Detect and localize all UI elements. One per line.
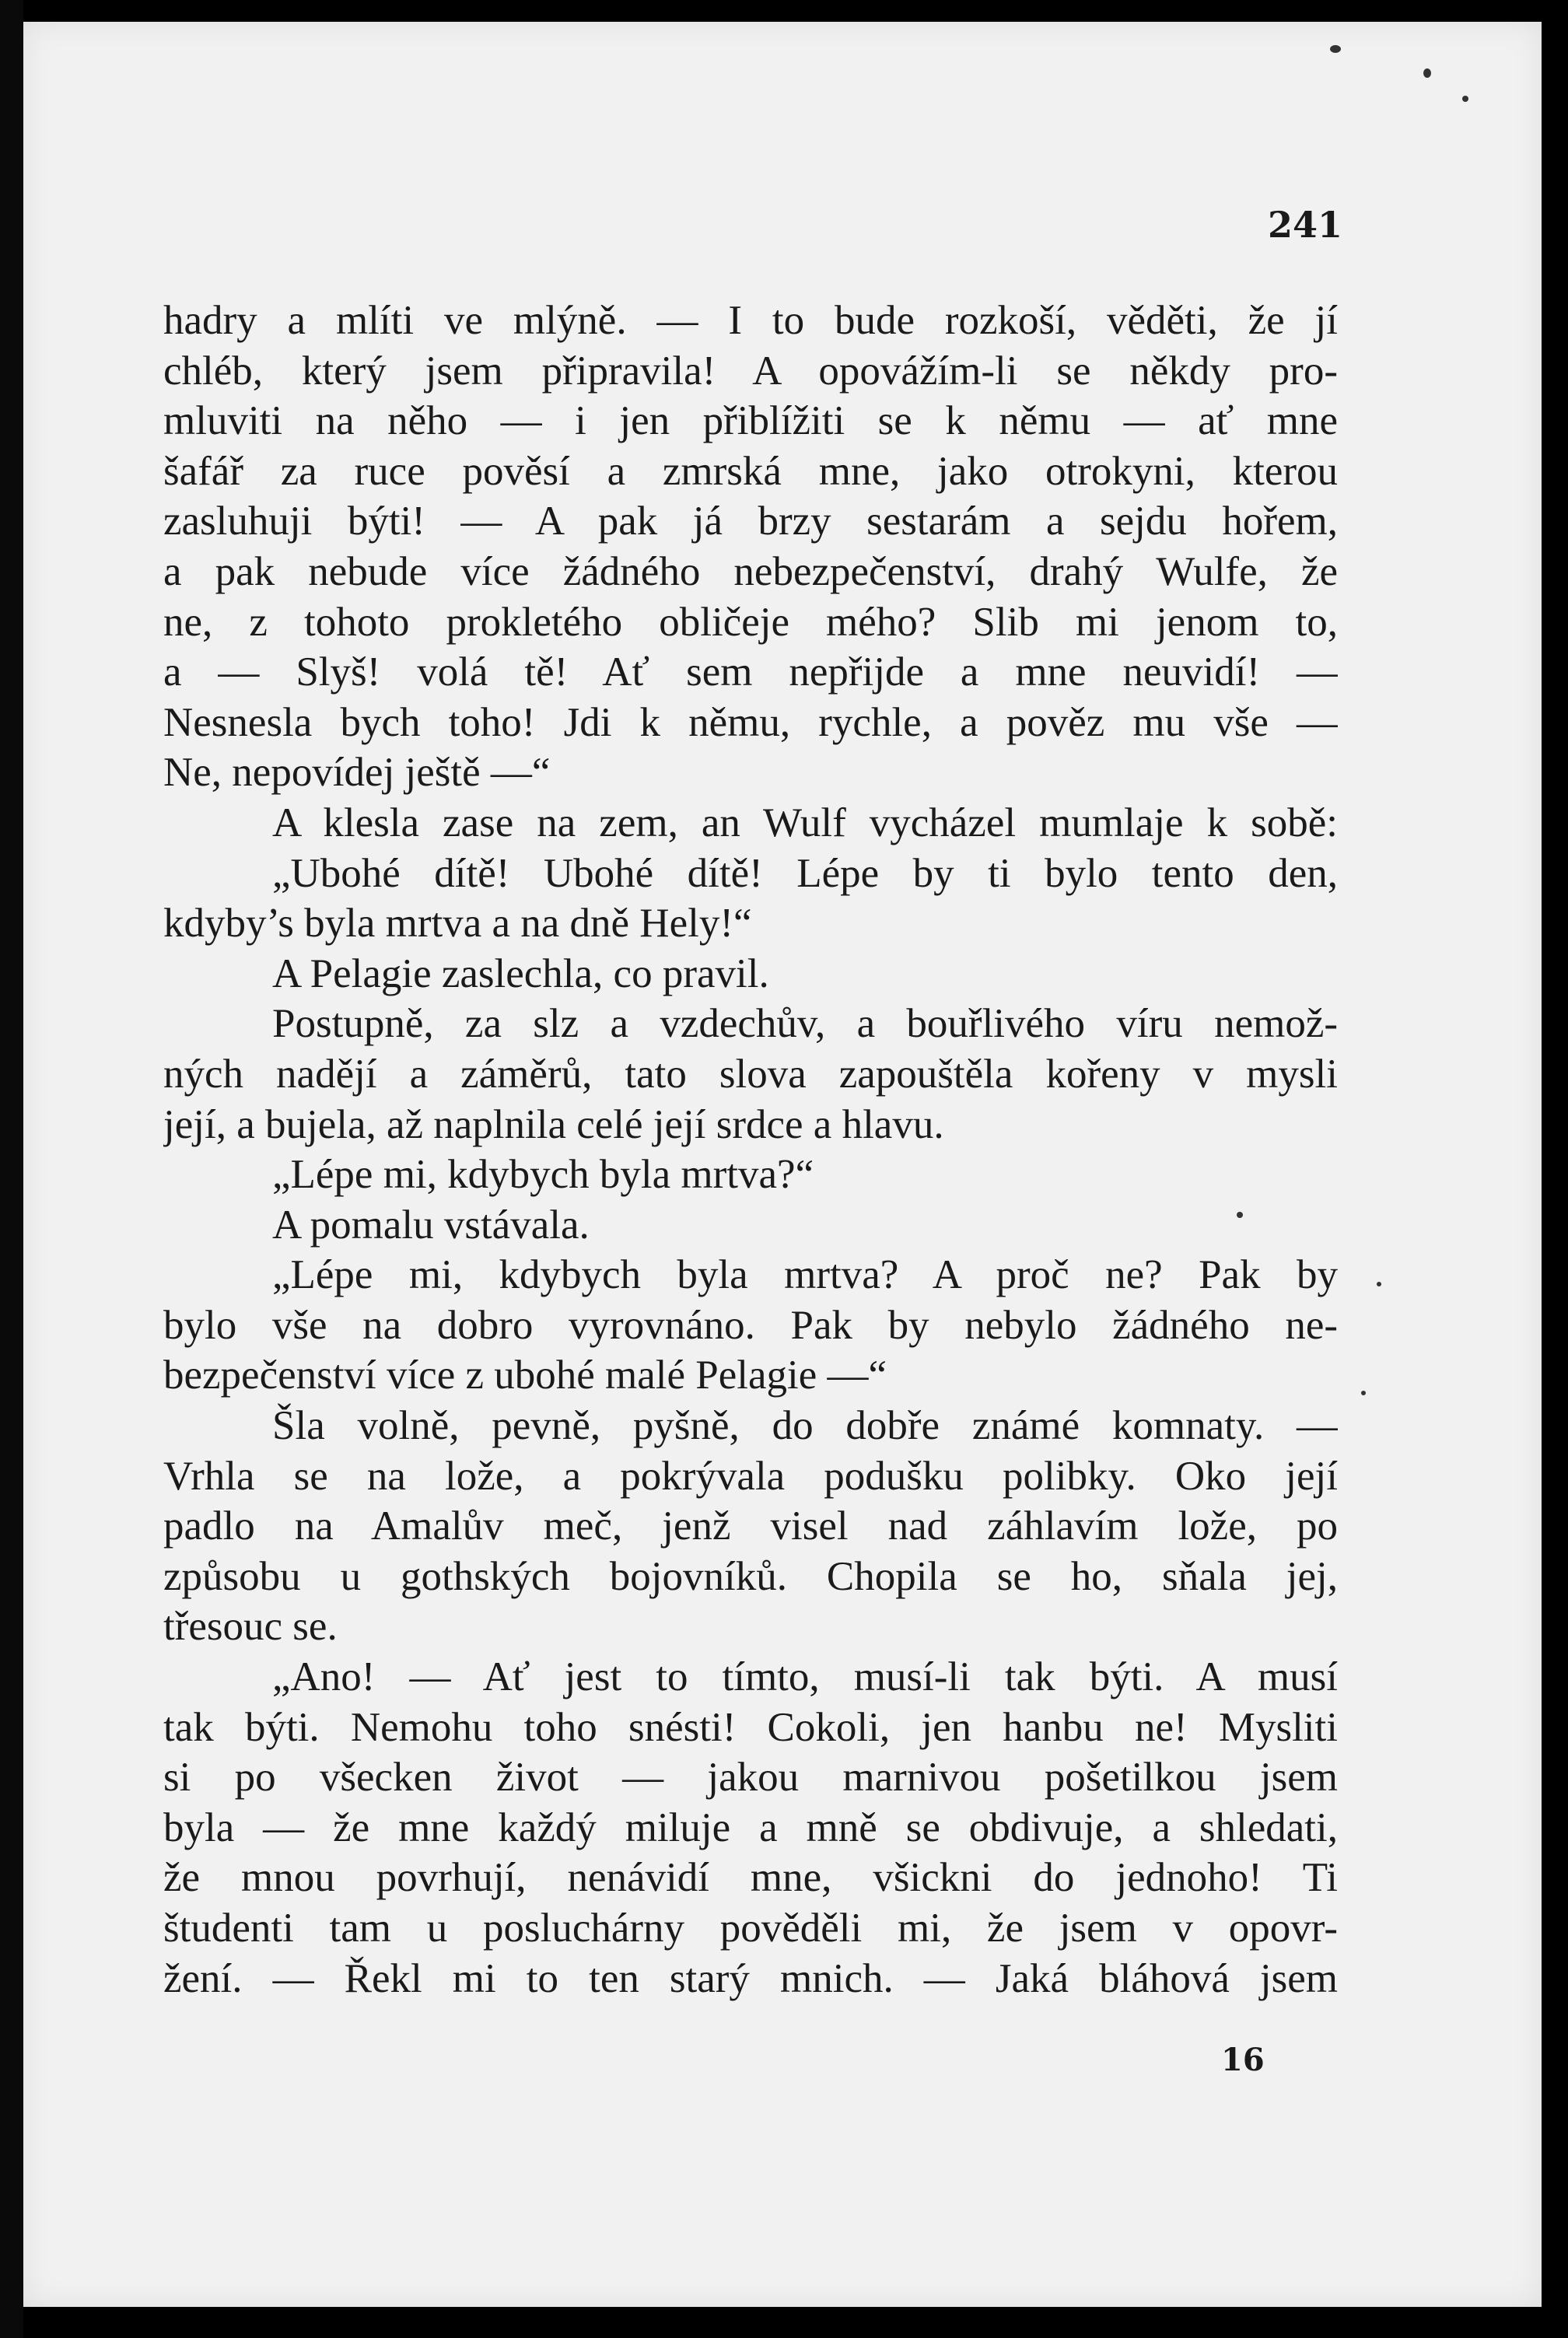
text-line: způsobu u gothských bojovníků. Chopila se ho, sňala jej,	[163, 1553, 1338, 1599]
text-line: byla — že mne každý miluje a mně se obdivuje, a shledati,	[163, 1804, 1338, 1850]
text-line: zasluhuji býti! — A pak já brzy sestarám a sejdu hořem,	[163, 499, 1338, 544]
text-line: kdyby’s byla mrtva a na dně Hely!“	[163, 901, 752, 947]
text-line: chléb, který jsem připravila! A opovážím-li se někdy pro-	[163, 348, 1338, 394]
ink-speck	[1462, 96, 1468, 102]
text-line: žení. — Řekl mi to ten starý mnich. — Jaká bláhová jsem	[163, 1955, 1338, 2001]
text-line: ných nadějí a záměrů, tato slova zapouštěla kořeny v mysli	[163, 1051, 1338, 1097]
text-line: A Pelagie zaslechla, co pravil.	[272, 950, 769, 996]
page-number: 241	[1267, 204, 1342, 246]
text-line: Vrhla se na lože, a pokrývala podušku polibky. Oko její	[163, 1453, 1338, 1499]
text-line: Šla volně, pevně, pyšně, do dobře známé komnaty. —	[272, 1403, 1338, 1449]
text-line: šafář za ruce pověsí a zmrská mne, jako otrokyni, kterou	[163, 448, 1338, 494]
text-line: „Ano! — Ať jest to tímto, musí-li tak býti. A musí	[272, 1654, 1338, 1700]
text-line: její, a bujela, až naplnila celé její srdce a hlavu.	[163, 1101, 944, 1147]
text-line: Nesnesla bych toho! Jdi k němu, rychle, a pověz mu vše —	[163, 699, 1338, 745]
text-line: Postupně, za slz a vzdechův, a bouřlivého víru nemož-	[272, 1001, 1338, 1047]
text-line: třesouc se.	[163, 1604, 338, 1650]
text-line: tak býti. Nemohu toho snésti! Cokoli, jen hanbu ne! Mysliti	[163, 1704, 1338, 1750]
text-line: bylo vše na dobro vyrovnáno. Pak by nebylo žádného ne-	[163, 1302, 1338, 1348]
text-line: bezpečenství více z ubohé malé Pelagie —“	[163, 1353, 887, 1398]
ink-speck	[1361, 1391, 1366, 1395]
text-line: „Lépe mi, kdybych byla mrtva?“	[272, 1152, 814, 1198]
text-line: ne, z tohoto prokletého obličeje mého? Slib mi jenom to,	[163, 599, 1338, 645]
ink-speck	[1330, 45, 1341, 53]
text-line: že mnou povrhují, nenávidí mne, všickni do jednoho! Ti	[163, 1855, 1338, 1901]
text-line: „Ubohé dítě! Ubohé dítě! Lépe by ti bylo tento den,	[272, 850, 1338, 896]
text-line: a pak nebude více žádného nebezpečenství, drahý Wulfe, že	[163, 548, 1338, 594]
body-text	[163, 296, 1338, 2004]
binding-edge	[0, 0, 23, 2338]
signature-mark: 16	[1221, 2042, 1265, 2078]
text-line: A klesla zase na zem, an Wulf vycházel mumlaje k sobě:	[272, 800, 1338, 845]
text-line: hadry a mlíti ve mlýně. — I to bude rozkoší, věděti, že jí	[163, 298, 1338, 343]
ink-speck	[1377, 1282, 1381, 1286]
ink-speck	[1423, 68, 1431, 78]
text-line: „Lépe mi, kdybych byla mrtva? A proč ne? Pak by	[272, 1252, 1338, 1298]
text-line: študenti tam u posluchárny pověděli mi, že jsem v opovr-	[163, 1906, 1338, 1951]
text-line: Ne, nepovídej ještě —“	[163, 750, 551, 796]
text-line: a — Slyš! volá tě! Ať sem nepřijde a mne neuvidí! —	[163, 649, 1338, 695]
text-line: si po všecken život — jakou marnivou pošetilkou jsem	[163, 1755, 1338, 1801]
text-line: A pomalu vstávala.	[272, 1202, 590, 1248]
text-line: mluviti na něho — i jen přiblížiti se k němu — ať mne	[163, 398, 1338, 444]
text-line: padlo na Amalův meč, jenž visel nad záhlavím lože, po	[163, 1503, 1338, 1549]
